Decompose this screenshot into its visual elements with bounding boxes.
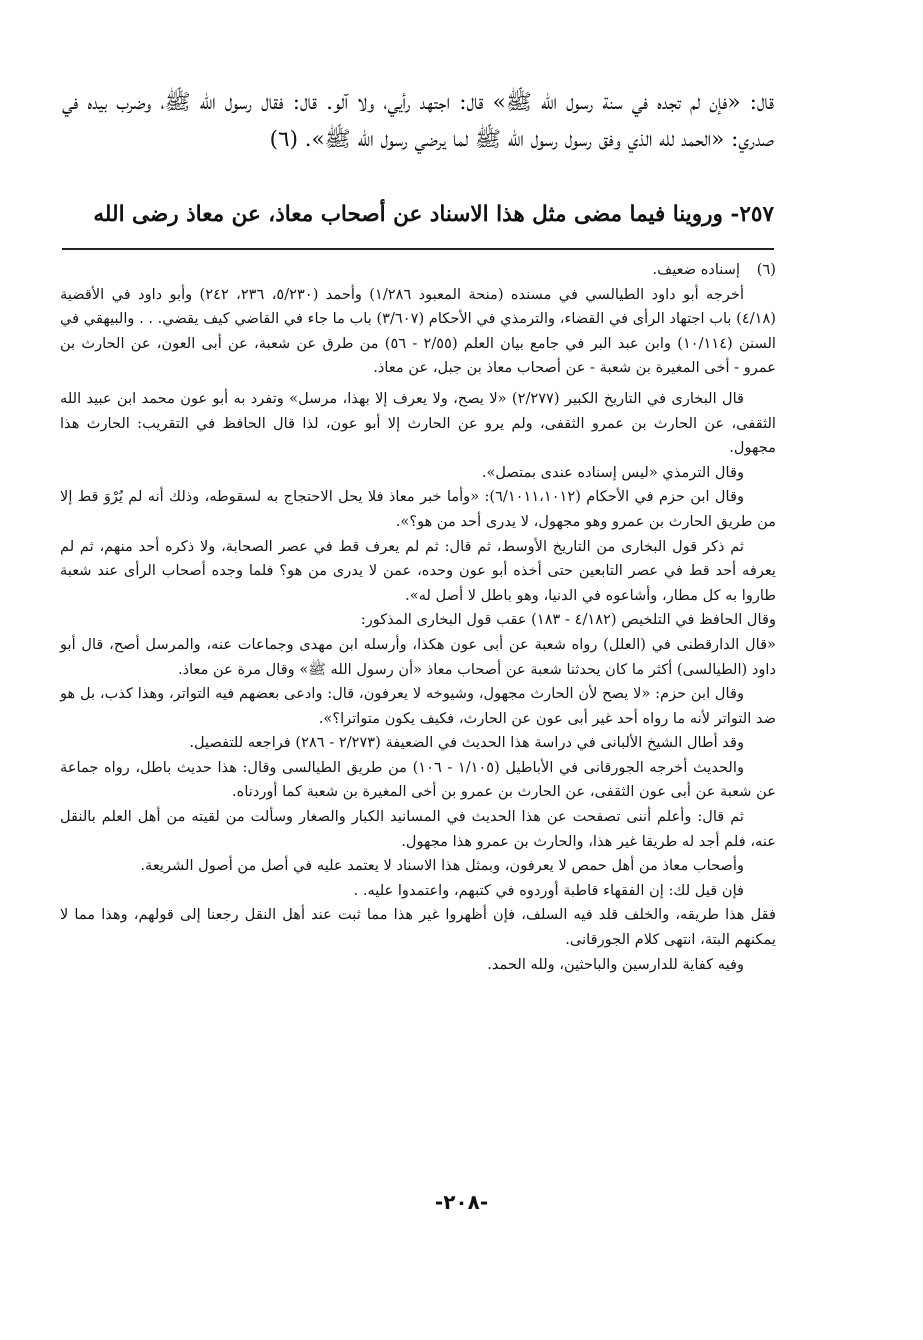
footnote-paragraph: وقال الحافظ في التلخيص (٤/١٨٢ - ١٨٣) عقب قول البخارى المذكور: [360,611,776,629]
footnote-separator [62,248,774,250]
footnote-paragraph: ثم قال: وأعلم أننى تصفحت عن هذا الحديث في المسانيد الكبار والصغار وسألت من لقيته من أهل العلم بالنقل عنه، فلم أجد له طريقا غير هذا، والحارث بن عمرو هذا مجهول. [60,808,776,850]
footnote-paragraph: فإن قيل لك: إن الفقهاء قاطبة أوردوه في كتبهم، واعتمدوا عليه. . [353,881,744,899]
footnote-paragraph: وقال الترمذي «ليس إسناده عندى بمتصل». [481,463,744,481]
footnote-paragraph: أخرجه أبو داود الطيالسي في مسنده (منحة المعبود ١/٢٨٦) وأحمد (٥/٢٣٠، ٢٣٦، ٢٤٢) وأبو داود في الأقضية (٤/١٨) باب اجتهاد الرأى في القضاء، والترمذي في الأحكام (٣/٦٠٧) باب ما جاء في القاضي كيف يقضي. . . والبيهقي في السنن (١٠/١١٤) وابن عبد البر في جامع بيان العلم (٢/٥٥ - ٥٦) من طرق عن شعبة، عن أبى العون، عن الحارث بن عمرو - أخى المغيرة بن شعبة - عن أصحاب معاذ بن جبل، عن معاذ. [60,285,776,377]
footnote-heading-line [60,258,776,283]
entry-257: ٢٥٧- وروينا فيما مضى مثل هذا الاسناد عن أصحاب معاذ، عن معاذ رضى الله [93,202,774,227]
footnote-paragraph: فقل هذا طريقه، والخلف قلد فيه السلف، فإن أظهروا غير هذا مما ثبت عند أهل النقل رجعنا إلى قولهم، وهذا مما لا يمكنهم البتة، انتهى كلام الجورقانى. [60,906,776,949]
footnote-paragraph: وقد أطال الشيخ الألبانى في دراسة هذا الحديث في الضعيفة (٢/٢٧٣ - ٢٨٦) فراجعه للتفصيل. [189,734,744,752]
footnote-paragraph: وفيه كفاية للدارسين والباحثين، ولله الحمد. [487,955,744,973]
footnote-paragraph: «قال الدارقطنى في (العلل) رواه شعبة عن أبى عون هكذا، وأرسله ابن مهدى وجماعات عنه، والمرسل أصح، قال أبو داود (الطيالسى) أكثر ما كان يحدثنا شعبة عن أصحاب معاذ «أن رسول الله ﷺ» وقال مرة عن معاذ. [60,635,776,678]
footnote-paragraph: ثم ذكر قول البخارى من التاريخ الأوسط، ثم قال: ثم لم يعرف قط في عصر الصحابة، ولا ذكره أحد منهم، ثم لم يعرفه أحد قط في عصر التابعين حتى أخذه أبو عون وحده، عمن لا يدرى من هو؟ فلما وجده أصحاب الرأى عند شعبة طاروا به كل مطار، وأشاعوه في الدنيا، وهو باطل لا أصل له». [60,537,776,604]
footnote-paragraph: وأصحاب معاذ من أهل حمص لا يعرفون، وبمثل هذا الاسناد لا يعتمد عليه في أصل من أصول الشريعة. [140,857,744,875]
footnote-paragraph: وقال ابن حزم: «لا يصح لأن الحارث مجهول، وشيوخه لا يعرفون، قال: وادعى بعضهم فيه التواتر، وهذا كذب، بل هو ضد التواتر لأنه ما رواه أحد غير أبى عون عن الحارث، فكيف يكون متواترا؟». [60,685,776,727]
main-paragraph: قال: «فإن لم تجده في سنة رسول الله ﷺ» قال: اجتهد رأيي، ولا آلو. قال: فقال رسول الله ﷺ، وضرب بيده في صدري: «الحمد لله الذي وفق رسول رسول الله ﷺ لما يرضي رسول الله ﷺ». (٦) [62,90,774,152]
footnote-paragraph: قال البخارى في التاريخ الكبير (٢/٢٧٧) «لا يصح، ولا يعرف إلا بهذا، مرسل» وتفرد به أبو عون محمد ابن عبيد الله الثقفى، عن الحارث بن عمرو الثقفى، ولم يرو عن الحارث إلا أبو عون، لذا قال الحافظ في التقريب: الحارث هذا مجهول. [60,389,776,457]
footnote-paragraph: والحديث أخرجه الجورقانى في الأباطيل (١/١٠٥ - ١٠٦) من طريق الطيالسى وقال: هذا حديث باطل، رواه جماعة عن شعبة عن أبى عون الثقفى، عن الحارث بن عمرو بن أخى المغيرة بن شعبة كما أوردناه. [60,758,776,801]
footnote-heading: إسناده ضعيف. [652,261,740,278]
footnotes [60,258,776,977]
main-text [62,84,774,158]
footnote-paragraph: وقال ابن حزم في الأحكام (٦/١٠١١،١٠١٢): «وأما خبر معاذ فلا يحل الاحتجاج به لسقوطه، وذلك أنه لم يُرْوَ قط إلا من طريق الحارث بن عمرو وهو مجهول، لا يدرى أحد من هو؟». [60,488,776,530]
footnote-marker: (٦) [756,261,776,278]
page-number: -٢٠٨- [434,1190,489,1214]
